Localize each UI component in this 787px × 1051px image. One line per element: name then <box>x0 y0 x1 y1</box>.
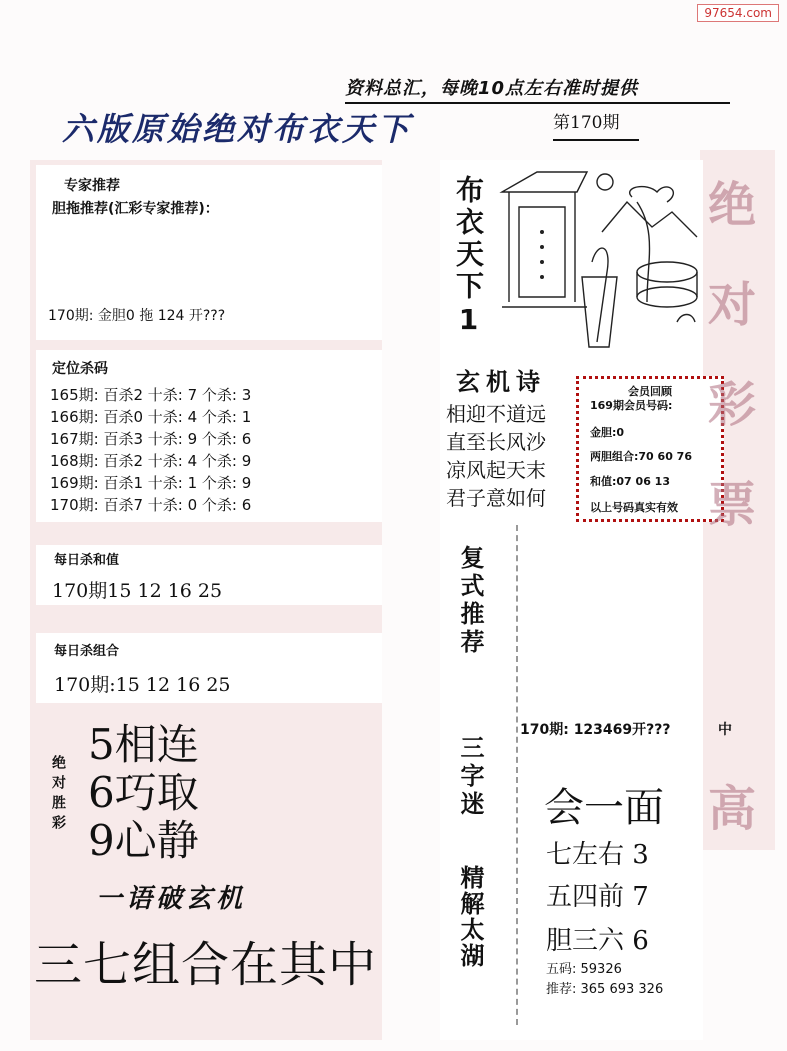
watermark-char: 高 <box>708 781 757 837</box>
absolute-win-line: 5相连 <box>88 720 199 769</box>
page-title-banner: 六版原始绝对布衣天下 <box>62 110 413 148</box>
expert-subtitle: 胆拖推荐(汇彩专家推荐)： <box>52 201 219 217</box>
position-kill-row: 166期: 百杀0 十杀: 4 个杀: 1 <box>50 408 252 426</box>
poem-line: 凉风起天末 <box>446 458 546 482</box>
poem-line: 直至长风沙 <box>446 430 546 454</box>
issue-number: 第170期 <box>553 108 639 141</box>
position-kill-row: 167期: 百杀3 十杀: 9 个杀: 6 <box>50 430 252 448</box>
member-review-title: 会员回顾 <box>628 385 672 398</box>
member-review-subtitle: 169期会员号码: <box>590 399 673 412</box>
riddle-line: 七左右 3 <box>546 840 649 870</box>
fushi-result-line: 170期: 123469开??? <box>520 722 671 738</box>
position-kill-row: 170期: 百杀7 十杀: 0 个杀: 6 <box>50 496 252 514</box>
poem-line: 君子意如何 <box>446 486 546 510</box>
watermark-char: 对 <box>708 277 757 333</box>
riddle-line: 五四前 7 <box>546 882 649 912</box>
poem-title: 玄机诗 <box>456 368 546 396</box>
site-badge: 97654.com <box>697 4 779 22</box>
member-jindan: 金胆:0 <box>590 426 625 439</box>
riddle-recommend: 推荐: 365 693 326 <box>546 982 664 997</box>
fushi-result-mark: 中 <box>718 722 732 738</box>
riddle-title: 会一面 <box>544 785 664 831</box>
watermark-char: 票 <box>708 477 757 533</box>
watermark-char: 彩 <box>708 377 757 433</box>
sanzi-label: 三字迷 <box>456 735 484 819</box>
header-tagline: 资料总汇，每晚10点左右准时提供 <box>345 74 730 104</box>
riddle-line: 胆三六 6 <box>546 926 649 956</box>
jingjie-label: 精解太湖 <box>456 865 484 969</box>
member-liangdan: 两胆组合:70 60 76 <box>590 450 692 463</box>
daily-sum-line: 170期15 12 16 25 <box>52 580 223 602</box>
position-kill-row: 169期: 百杀1 十杀: 1 个杀: 9 <box>50 474 252 492</box>
right-vertical-title: 布衣天下1 <box>452 175 485 340</box>
expert-line: 170期: 金胆0 拖 124 开??? <box>48 308 226 324</box>
absolute-win-caption: 一语破玄机 <box>96 884 247 914</box>
position-kill-title: 定位杀码 <box>52 361 108 377</box>
absolute-win-line: 9心静 <box>88 816 199 865</box>
position-kill-row: 168期: 百杀2 十杀: 4 个杀: 9 <box>50 452 252 470</box>
daily-sum-title: 每日杀和值 <box>54 553 120 568</box>
fushi-label: 复式推荐 <box>456 545 484 657</box>
absolute-win-big: 三七组合在其中 <box>34 937 378 993</box>
riddle-five-code: 五码: 59326 <box>546 962 622 977</box>
daily-combo-title: 每日杀组合 <box>54 644 120 659</box>
daily-combo-line: 170期:15 12 16 25 <box>54 674 231 696</box>
absolute-win-line: 6巧取 <box>88 768 199 817</box>
expert-title: 专家推荐 <box>64 178 120 194</box>
watermark-char: 绝 <box>708 177 757 233</box>
poem-line: 相迎不道远 <box>446 402 546 426</box>
member-hezhi: 和值:07 06 13 <box>590 475 670 488</box>
column-divider <box>516 525 518 1025</box>
position-kill-row: 165期: 百杀2 十杀: 7 个杀: 3 <box>50 386 252 404</box>
absolute-win-side-label: 绝对胜彩 <box>50 755 66 835</box>
scholar-illustration <box>497 162 707 352</box>
member-footer: 以上号码真实有效 <box>590 501 678 514</box>
